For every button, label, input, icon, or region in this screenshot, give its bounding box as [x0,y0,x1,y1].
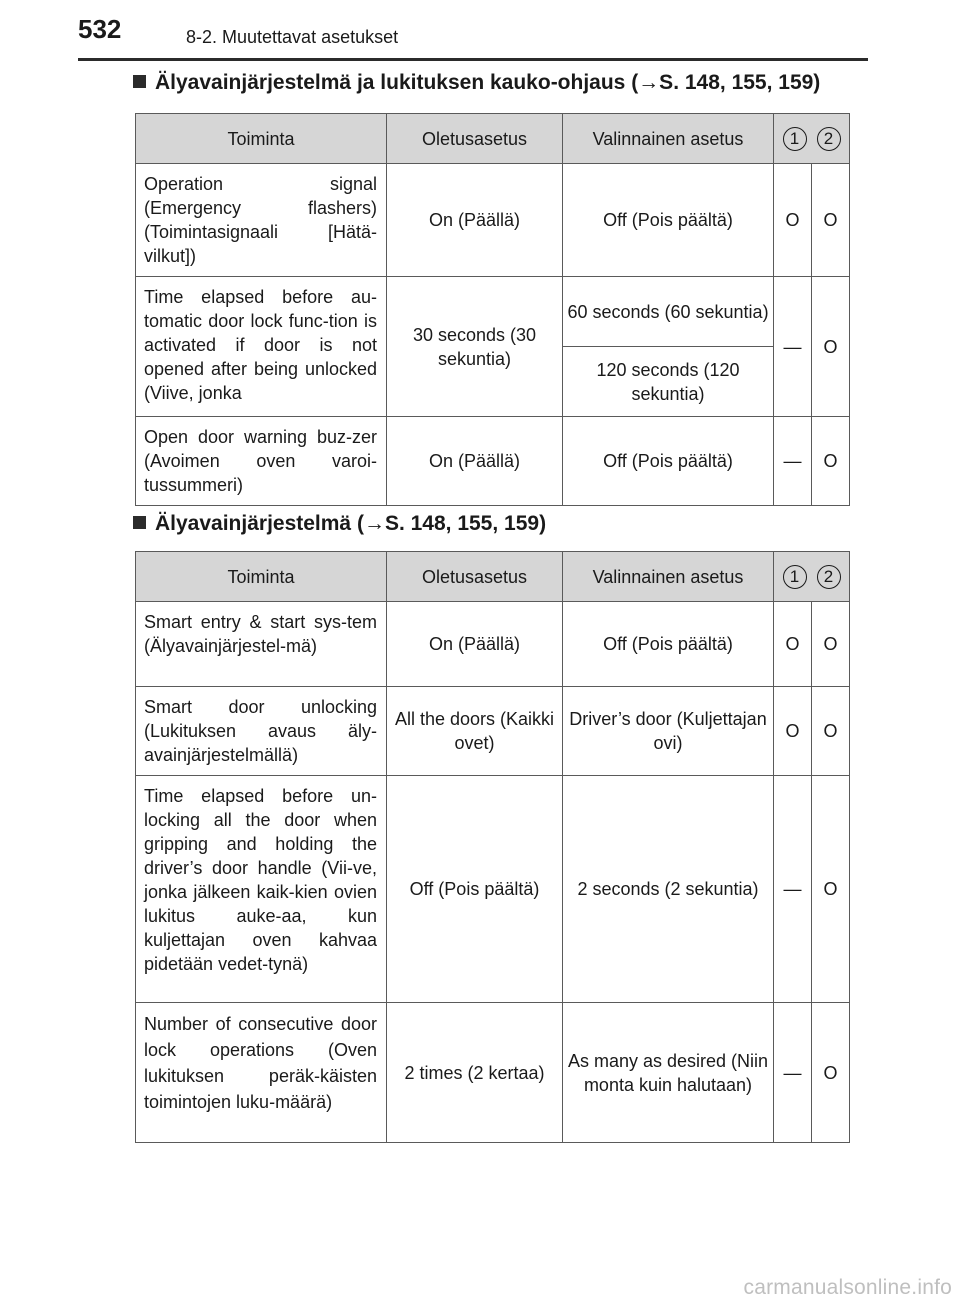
header-rule [78,58,868,61]
mark-2-cell: O [812,277,850,417]
table-row [136,687,850,776]
function-cell: Time elapsed before un-locking all the door when gripping and holding the driver’s door handle (Vii-ve, jonka jälkeen kaik-kien ovien lukitus auke-aa, kun kuljettajan oven kahvaa pidetään vedet-tynä) [136,776,387,1003]
default-cell: All the doors (Kaikki ovet) [387,687,563,776]
settings-table-1 [135,113,850,506]
section-heading-2-text: Älyavainjärjestelmä (→S. 148, 155, 159) [155,512,547,535]
function-cell: Operation signal (Emergency flashers) (Toimintasignaali [Hätä-vilkut]) [136,164,387,277]
mark-1-cell: — [774,277,812,417]
mark-2-cell: O [812,164,850,277]
option-cell: Driver’s door (Kuljettajan ovi) [563,687,774,776]
col-header-customization [774,114,850,164]
mark-2-cell: O [812,602,850,687]
circled-1-icon: 1 [783,565,807,589]
mark-2-cell: O [812,776,850,1003]
function-cell: Smart door unlocking (Lukituksen avaus äly-avainjärjestelmällä) [136,687,387,776]
watermark: carmanualsonline.info [743,1276,952,1299]
mark-2-cell: O [812,687,850,776]
circled-1-icon: 1 [783,127,807,151]
section-heading-2 [133,512,546,536]
default-cell: On (Päällä) [387,164,563,277]
chapter-title: 8-2. Muutettavat asetukset [186,27,399,47]
table-row [136,277,850,347]
option-cell: Off (Pois päältä) [563,417,774,506]
mark-1-cell: O [774,164,812,277]
option-cell: Off (Pois päältä) [563,602,774,687]
table-row [136,164,850,277]
option-cell: As many as desired (Niin monta kuin halutaan) [563,1003,774,1143]
mark-1-cell: O [774,602,812,687]
square-bullet-icon [133,75,146,88]
col-header-function: Toiminta [136,114,387,164]
default-cell: On (Päällä) [387,417,563,506]
function-cell: Time elapsed before au-tomatic door lock func-tion is activated if door is not opened after being unlocked (Viive, jonka [136,277,387,417]
col-header-function: Toiminta [136,552,387,602]
mark-1-cell: — [774,1003,812,1143]
mark-1-cell: — [774,776,812,1003]
col-header-customization [774,552,850,602]
table-row [136,1003,850,1143]
default-cell: 30 seconds (30 sekuntia) [387,277,563,417]
table-row [136,602,850,687]
settings-table-2 [135,551,850,1143]
table-header-row [136,114,850,164]
col-header-default: Oletusasetus [387,552,563,602]
section-heading-1-text: Älyavainjärjestelmä ja lukituksen kauko-ohjaus (→S. 148, 155, 159) [155,71,821,94]
mark-1-cell: — [774,417,812,506]
option-cell: 120 seconds (120 sekuntia) [563,347,774,417]
col-header-optional: Valinnainen asetus [563,552,774,602]
mark-2-cell: O [812,1003,850,1143]
default-cell: 2 times (2 kertaa) [387,1003,563,1143]
option-cell: 60 seconds (60 sekuntia) [563,277,774,347]
circled-2-icon: 2 [817,565,841,589]
function-cell: Number of consecutive door lock operations (Oven lukituksen peräk-käisten toimintojen luku-määrä) [136,1003,387,1143]
mark-1-cell: O [774,687,812,776]
page-number: 532 [78,14,122,44]
option-cell: Off (Pois päältä) [563,164,774,277]
option-cell: 2 seconds (2 sekuntia) [563,776,774,1003]
default-cell: On (Päällä) [387,602,563,687]
circled-2-icon: 2 [817,127,841,151]
default-cell: Off (Pois päältä) [387,776,563,1003]
table-header-row [136,552,850,602]
col-header-optional: Valinnainen asetus [563,114,774,164]
table-row [136,776,850,1003]
function-cell: Open door warning buz-zer (Avoimen oven varoi-tussummeri) [136,417,387,506]
function-cell: Smart entry & start sys-tem (Älyavainjärjestel-mä) [136,602,387,687]
section-heading-1 [133,71,820,95]
mark-2-cell: O [812,417,850,506]
table-row [136,417,850,506]
square-bullet-icon [133,516,146,529]
col-header-default: Oletusasetus [387,114,563,164]
